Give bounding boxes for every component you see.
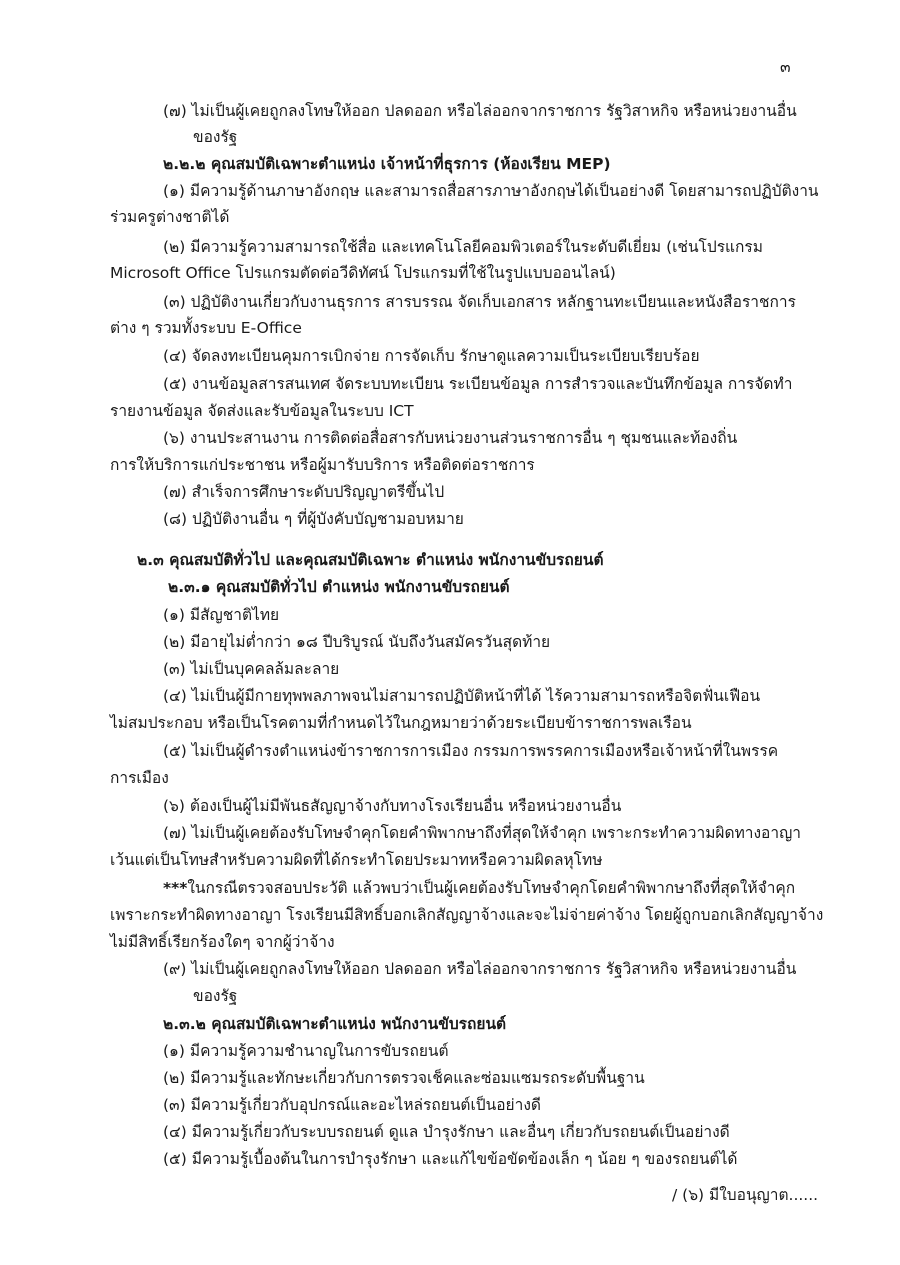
note-text: ในกรณีตรวจสอบประวัติ แล้วพบว่าเป็นผู้เคยต้องรับโทษจำคุกโดยคำพิพากษาถึงที่สุดให้จำคุก bbox=[187, 879, 796, 897]
driver-specific-2: (๒) มีความรู้และทักษะเกี่ยวกับการตรวจเช็คและซ่อมแซมรถระดับพื้นฐาน bbox=[163, 1069, 645, 1087]
item-7-line-2: ของรัฐ bbox=[193, 128, 238, 146]
admin-qual-5-line-1: (๕) งานข้อมูลสารสนเทศ จัดระบบทะเบียน ระเบียนข้อมูล การสำรวจและบันทึกข้อมูล การจัดทำ bbox=[163, 375, 793, 393]
note-asterisks: *** bbox=[163, 879, 188, 897]
driver-general-7-line-1: (๗) ไม่เป็นผู้เคยต้องรับโทษจำคุกโดยคำพิพากษาถึงที่สุดให้จำคุก เพราะกระทำความผิดทางอาญา bbox=[163, 824, 801, 842]
section-heading-2-3: ๒.๓ คุณสมบัติทั่วไป และคุณสมบัติเฉพาะ ตำแหน่ง พนักงานขับรถยนต์ bbox=[137, 551, 604, 569]
driver-general-1: (๑) มีสัญชาติไทย bbox=[163, 606, 280, 624]
admin-qual-4: (๔) จัดลงทะเบียนคุมการเบิกจ่าย การจัดเก็บ รักษาดูแลความเป็นระเบียบเรียบร้อย bbox=[163, 347, 700, 365]
driver-general-4-line-1: (๔) ไม่เป็นผู้มีกายทุพพลภาพจนไม่สามารถปฏิบัติหน้าที่ได้ ไร้ความสามารถหรือจิตฟั่นเฟือน bbox=[163, 687, 761, 705]
admin-qual-2-line-1: (๒) มีความรู้ความสามารถใช้สื่อ และเทคโนโลยีคอมพิวเตอร์ในระดับดีเยี่ยม (เช่นโปรแกรม bbox=[163, 238, 763, 256]
admin-qual-1-line-2: ร่วมครูต่างชาติได้ bbox=[110, 208, 230, 226]
driver-specific-5: (๕) มีความรู้เบื้องต้นในการบำรุงรักษา และแก้ไขข้อขัดข้องเล็ก ๆ น้อย ๆ ของรถยนต์ได้ bbox=[163, 1150, 738, 1168]
driver-general-5-line-1: (๕) ไม่เป็นผู้ดำรงตำแหน่งข้าราชการการเมือง กรรมการพรรคการเมืองหรือเจ้าหน้าที่ในพรรค bbox=[163, 742, 779, 760]
background-check-note-line-1 bbox=[163, 881, 795, 897]
page-number: ๓ bbox=[780, 58, 791, 76]
section-heading-2-2-2: ๒.๒.๒ คุณสมบัติเฉพาะตำแหน่ง เจ้าหน้าที่ธุรการ (ห้องเรียน MEP) bbox=[163, 155, 611, 173]
admin-qual-3-line-2: ต่าง ๆ รวมทั้งระบบ E-Office bbox=[110, 319, 302, 337]
admin-qual-8: (๘) ปฏิบัติงานอื่น ๆ ที่ผู้บังคับบัญชามอบหมาย bbox=[163, 510, 464, 528]
admin-qual-3-line-1: (๓) ปฏิบัติงานเกี่ยวกับงานธุรการ สารบรรณ จัดเก็บเอกสาร หลักฐานทะเบียนและหนังสือราชการ bbox=[163, 293, 796, 311]
driver-general-3: (๓) ไม่เป็นบุคคลล้มละลาย bbox=[163, 660, 340, 678]
admin-qual-7: (๗) สำเร็จการศึกษาระดับปริญญาตรีขึ้นไป bbox=[163, 483, 445, 501]
background-check-note-line-3: ไม่มีสิทธิ์เรียกร้องใดๆ จากผู้ว่าจ้าง bbox=[110, 933, 335, 951]
driver-specific-1: (๑) มีความรู้ความชำนาญในการขับรถยนต์ bbox=[163, 1042, 449, 1060]
continuation-marker: / (๖) มีใบอนุญาต...... bbox=[672, 1186, 819, 1204]
driver-general-4-line-2: ไม่สมประกอบ หรือเป็นโรคตามที่กำหนดไว้ในกฎหมายว่าด้วยระเบียบข้าราชการพลเรือน bbox=[110, 714, 692, 732]
section-heading-2-3-2: ๒.๓.๒ คุณสมบัติเฉพาะตำแหน่ง พนักงานขับรถยนต์ bbox=[163, 1015, 507, 1033]
driver-specific-4: (๔) มีความรู้เกี่ยวกับระบบรถยนต์ ดูแล บำรุงรักษา และอื่นๆ เกี่ยวกับรถยนต์เป็นอย่างดี bbox=[163, 1123, 730, 1141]
admin-qual-5-line-2: รายงานข้อมูล จัดส่งและรับข้อมูลในระบบ ICT bbox=[110, 402, 414, 420]
admin-qual-2-line-2: Microsoft Office โปรแกรมตัดต่อวีดิทัศน์ โปรแกรมที่ใช้ในรูปแบบออนไลน์) bbox=[110, 264, 616, 282]
driver-specific-3: (๓) มีความรู้เกี่ยวกับอุปกรณ์และอะไหล่รถยนต์เป็นอย่างดี bbox=[163, 1096, 541, 1114]
driver-general-6: (๖) ต้องเป็นผู้ไม่มีพันธสัญญาจ้างกับทางโรงเรียนอื่น หรือหน่วยงานอื่น bbox=[163, 797, 622, 815]
driver-general-7-line-2: เว้นแต่เป็นโทษสำหรับความผิดที่ได้กระทำโดยประมาทหรือความผิดลหุโทษ bbox=[110, 851, 603, 869]
section-heading-2-3-1: ๒.๓.๑ คุณสมบัติทั่วไป ตำแหน่ง พนักงานขับรถยนต์ bbox=[168, 578, 510, 596]
admin-qual-6-line-2: การให้บริการแก่ประชาชน หรือผู้มารับบริการ หรือติดต่อราชการ bbox=[110, 456, 535, 474]
admin-qual-6-line-1: (๖) งานประสานงาน การติดต่อสื่อสารกับหน่วยงานส่วนราชการอื่น ๆ ชุมชนและท้องถิ่น bbox=[163, 429, 738, 447]
driver-general-9-line-2: ของรัฐ bbox=[193, 987, 238, 1005]
admin-qual-1-line-1: (๑) มีความรู้ด้านภาษาอังกฤษ และสามารถสื่อสารภาษาอังกฤษได้เป็นอย่างดี โดยสามารถปฏิบัติงาน bbox=[163, 182, 819, 200]
driver-general-9-line-1: (๙) ไม่เป็นผู้เคยถูกลงโทษให้ออก ปลดออก หรือไล่ออกจากราชการ รัฐวิสาหกิจ หรือหน่วยงานอื่น bbox=[163, 960, 797, 978]
item-7-line-1: (๗) ไม่เป็นผู้เคยถูกลงโทษให้ออก ปลดออก หรือไล่ออกจากราชการ รัฐวิสาหกิจ หรือหน่วยงานอื่น bbox=[163, 102, 797, 120]
driver-general-2: (๒) มีอายุไม่ต่ำกว่า ๑๘ ปีบริบูรณ์ นับถึงวันสมัครวันสุดท้าย bbox=[163, 633, 551, 651]
background-check-note-line-2: เพราะกระทำผิดทางอาญา โรงเรียนมีสิทธิ์บอกเลิกสัญญาจ้างและจะไม่จ่ายค่าจ้าง โดยผู้ถูกบอกเลิกสัญญาจ้าง bbox=[110, 906, 824, 924]
driver-general-5-line-2: การเมือง bbox=[110, 769, 169, 787]
